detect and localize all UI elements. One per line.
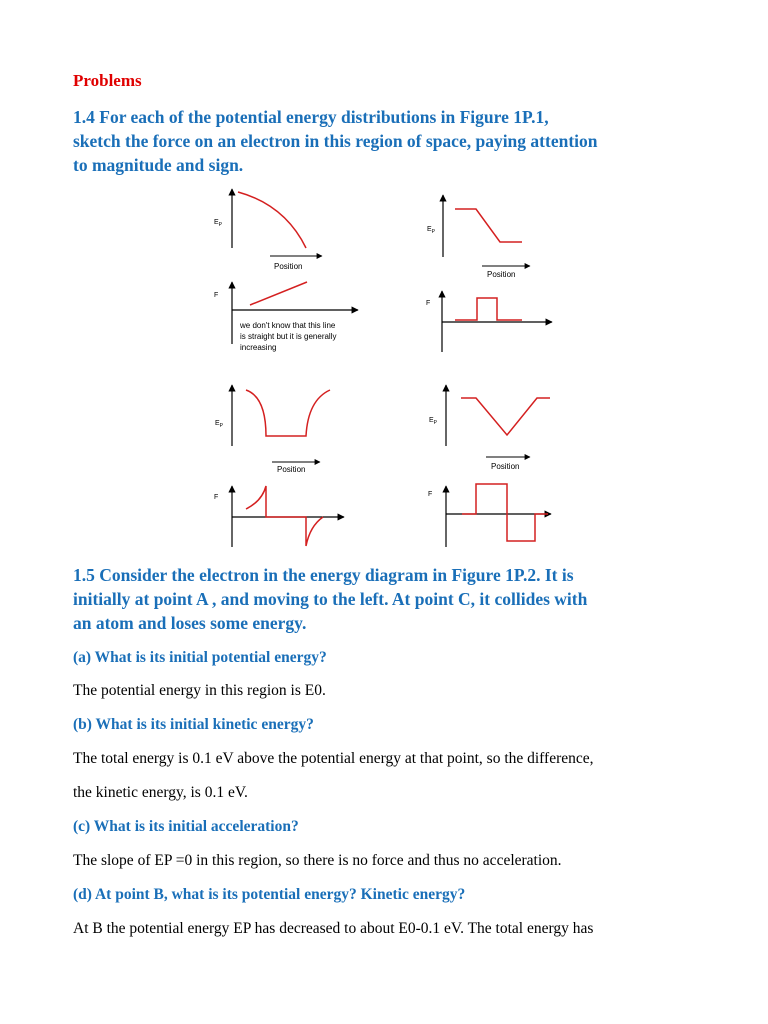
problem-1-5-text bbox=[73, 563, 733, 635]
panel-force-spikes bbox=[214, 486, 344, 547]
force-axis-label: F bbox=[214, 494, 219, 501]
panel-force-rising-line bbox=[214, 282, 358, 352]
ep-axis-label: $E_P$ bbox=[214, 219, 223, 228]
force-axis-label: F bbox=[428, 491, 433, 498]
answer-c: The slope of EP =0 in this region, so there is no force and thus no acceleration. bbox=[73, 852, 562, 869]
answer-b-line-1: The total energy is 0.1 eV above the potential energy at that point, so the difference, bbox=[73, 750, 594, 767]
panel-force-step bbox=[428, 484, 551, 547]
problem-1-4-line: 1.4 For each of the potential energy distributions in Figure 1P.1, bbox=[73, 107, 549, 127]
panel-ep-ramp bbox=[427, 195, 530, 279]
problem-1-5-line: initially at point A , and moving to the left. At point C, it collides with bbox=[73, 589, 588, 609]
question-b: (b) What is its initial kinetic energy? bbox=[73, 716, 314, 733]
force-line bbox=[250, 282, 307, 305]
answer-a: The potential energy in this region is E0. bbox=[73, 682, 326, 699]
force-curve bbox=[246, 486, 323, 546]
section-heading: Problems bbox=[73, 71, 142, 90]
position-label: Position bbox=[487, 270, 516, 279]
problem-1-5-line: 1.5 Consider the electron in the energy diagram in Figure 1P.2. It is bbox=[73, 565, 574, 585]
problem-1-5-line: an atom and loses some energy. bbox=[73, 613, 307, 633]
position-label: Position bbox=[491, 462, 520, 471]
ep-axis-label: $E_P$ bbox=[427, 226, 436, 235]
ep-curve bbox=[461, 398, 550, 435]
problem-1-4-line: to magnitude and sign. bbox=[73, 155, 244, 175]
ep-curve bbox=[246, 390, 330, 436]
panel-ep-well bbox=[215, 385, 330, 474]
ep-curve bbox=[455, 209, 522, 242]
ep-axis-label: $E_P$ bbox=[429, 417, 438, 426]
force-curve bbox=[462, 484, 548, 541]
answer-d: At B the potential energy EP has decreased to about E0-0.1 eV. The total energy has bbox=[73, 920, 594, 937]
answer-b-line-2: the kinetic energy, is 0.1 eV. bbox=[73, 784, 248, 801]
position-label: Position bbox=[277, 465, 306, 474]
panel-force-pulse bbox=[426, 291, 552, 352]
force-curve bbox=[455, 298, 522, 320]
question-a: (a) What is its initial potential energy? bbox=[73, 649, 327, 666]
force-axis-label: F bbox=[426, 300, 431, 307]
ep-curve bbox=[238, 192, 306, 248]
ep-axis-label: $E_P$ bbox=[215, 420, 224, 429]
panel-ep-falling-curve bbox=[214, 189, 322, 271]
position-label: Position bbox=[274, 262, 303, 271]
panel-ep-v-shape bbox=[429, 385, 550, 471]
problem-1-4-line: sketch the force on an electron in this region of space, paying attention bbox=[73, 131, 598, 151]
question-d: (d) At point B, what is its potential energy? Kinetic energy? bbox=[73, 886, 466, 903]
force-axis-label: F bbox=[214, 292, 219, 299]
question-c: (c) What is its initial acceleration? bbox=[73, 818, 299, 835]
figure-note: we don't know that this line is straight but it is generally increasing bbox=[240, 321, 337, 352]
